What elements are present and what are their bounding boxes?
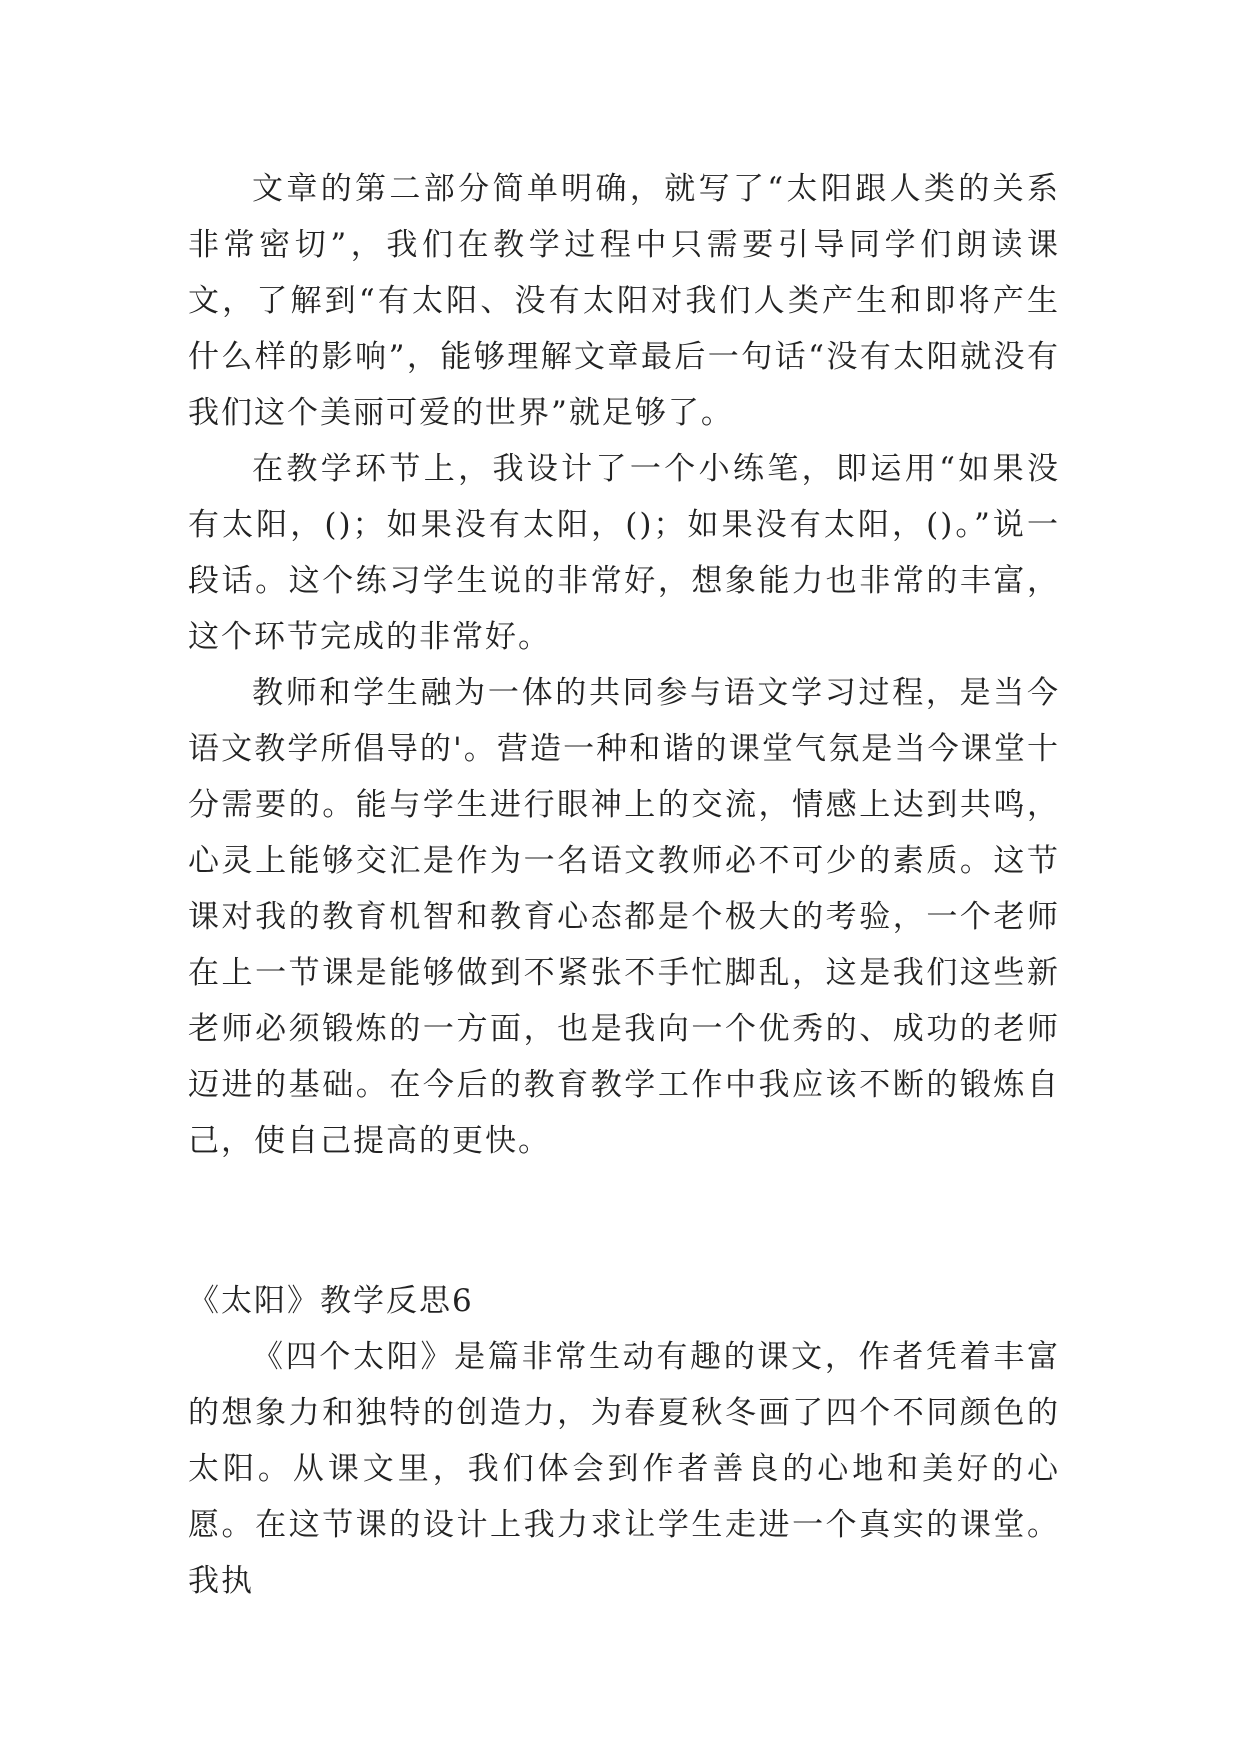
body-text-top	[188, 161, 1060, 1169]
paragraph: 教师和学生融为一体的共同参与语文学习过程，是当今语文教学所倡导的'。营造一种和谐的课堂气氛是当今课堂十分需要的。能与学生进行眼神上的交流，情感上达到共鸣，心灵上能够交汇是作为一名语文教师必不可少的素质。这节课对我的教育机智和教育心态都是个极大的考验，一个老师在上一节课是能够做到不紧张不手忙脚乱，这是我们这些新老师必须锻炼的一方面，也是我向一个优秀的、成功的老师迈进的基础。在今后的教育教学工作中我应该不断的锻炼自己，使自己提高的更快。	[188, 675, 1060, 1159]
paragraph: 《四个太阳》是篇非常生动有趣的课文，作者凭着丰富的想象力和独特的创造力，为春夏秋冬画了四个不同颜色的太阳。从课文里，我们体会到作者善良的心地和美好的心愿。在这节课的设计上我力求让学生走进一个真实的课堂。我执	[188, 1339, 1060, 1599]
section-heading: 《太阳》教学反思6	[188, 1283, 474, 1319]
paragraph: 在教学环节上，我设计了一个小练笔，即运用“如果没有太阳，()；如果没有太阳，()；如果没有太阳，()。”说一段话。这个练习学生说的非常好，想象能力也非常的丰富，这个环节完成的非常好。	[188, 451, 1060, 655]
paragraph: 文章的第二部分简单明确，就写了“太阳跟人类的关系非常密切”，我们在教学过程中只需要引导同学们朗读课文，了解到“有太阳、没有太阳对我们人类产生和即将产生什么样的影响”，能够理解文章最后一句话“没有太阳就没有我们这个美丽可爱的世界”就足够了。	[188, 171, 1060, 431]
section-6	[188, 1273, 1060, 1609]
